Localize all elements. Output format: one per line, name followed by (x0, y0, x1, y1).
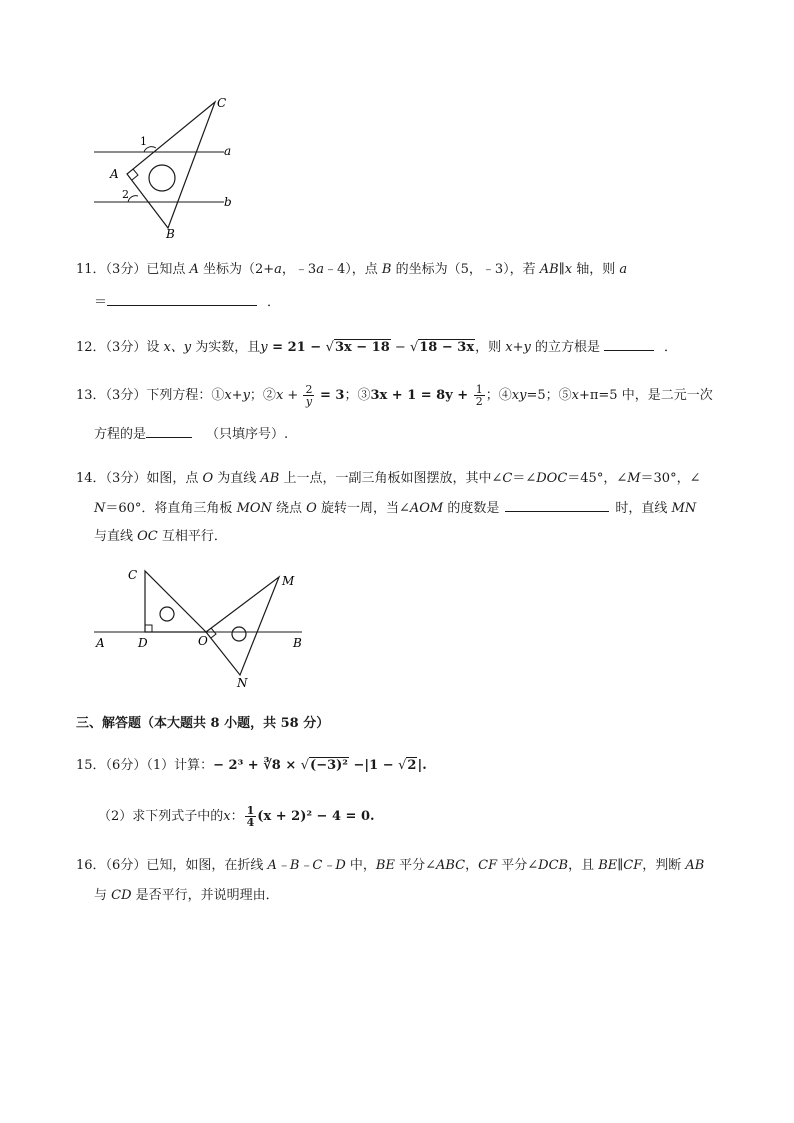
triangle-mon (206, 577, 279, 675)
right-angle-mark-o (211, 628, 216, 638)
question-13-line2: 方程的是 （只填序号）. (94, 423, 288, 445)
right-angle-mark-a (132, 169, 138, 180)
section-heading-3: 三、解答题（本大题共 8 小题，共 58 分） (76, 716, 330, 731)
question-14-line2: N＝60°．将直角三角板 MON 绕点 O 旋转一周，当∠AOM 的度数是 时，直线 MN (94, 497, 696, 519)
question-15-part2: （2）求下列式子中的x： $\frac{1}{4}$ (x + 2)² − 4 = 0. (98, 804, 375, 829)
label-line-a: a (224, 144, 232, 158)
label-b: B (293, 636, 302, 650)
answer-blank-13[interactable] (146, 423, 192, 438)
answer-blank-12[interactable] (604, 336, 654, 351)
label-a: A (96, 636, 105, 650)
question-11: 11．（3分）已知点 A 坐标为（2+a，﹣3a﹣4），点 B 的坐标为（5，﹣3），若 AB∥x 轴，则 a (76, 262, 628, 277)
label-c: C (217, 96, 227, 110)
angle-2-arc (128, 196, 138, 202)
question-16-line2: 与 CD 是否平行，并说明理由． (94, 888, 279, 903)
triangle-mon-hole (232, 627, 246, 641)
label-d: D (138, 636, 148, 650)
triangle-hole (149, 165, 175, 191)
parallel-lines-figure (88, 92, 248, 242)
question-12: 12．（3分）设 x、y 为实数，且y = 21 − √3x − 18 − √18 − 3x，则 x+y 的立方根是 ． (76, 336, 677, 358)
label-b-point: B (166, 227, 175, 241)
question-11-line2: ＝ ． (94, 291, 280, 313)
label-n: N (237, 676, 248, 690)
triangle-cdo-hole (160, 607, 174, 621)
question-16: 16．（6分）已知，如图，在折线 A﹣B﹣C﹣D 中，BE 平分∠ABC，CF 平分∠DCB，且 BE∥CF，判断 AB (76, 858, 705, 873)
set-squares-figure (90, 565, 310, 691)
question-15-part1: 15．（6分）（1）计算：− 2³ + ∛8 × √(−3)² −|1 − √2|. (76, 758, 427, 773)
question-13: 13．（3分）下列方程：①x+y；②x + $\frac{2}{y}$ = 3；③3x + 1 = 8y + $\frac{1}{2}$ ；④xy=5；⑤x+π=5 中，是二元一次 (76, 383, 713, 408)
question-14: 14．（3分）如图，点 O 为直线 AB 上一点，一副三角板如图摆放，其中∠C＝∠DOC＝45°，∠M＝30°，∠ (76, 471, 701, 486)
label-line-b: b (224, 195, 232, 209)
triangle-abc (127, 102, 215, 228)
label-a-point: A (110, 167, 119, 181)
label-c: C (128, 568, 138, 582)
triangle-cdo (145, 571, 206, 632)
answer-blank-14[interactable] (505, 497, 609, 512)
label-angle-2: 2 (122, 188, 129, 201)
right-angle-mark-d (145, 625, 152, 632)
label-m: M (282, 574, 295, 588)
answer-blank-11[interactable] (107, 291, 257, 306)
label-angle-1: 1 (140, 135, 147, 148)
question-14-line3: 与直线 OC 互相平行． (94, 529, 227, 544)
label-o: O (198, 634, 208, 648)
